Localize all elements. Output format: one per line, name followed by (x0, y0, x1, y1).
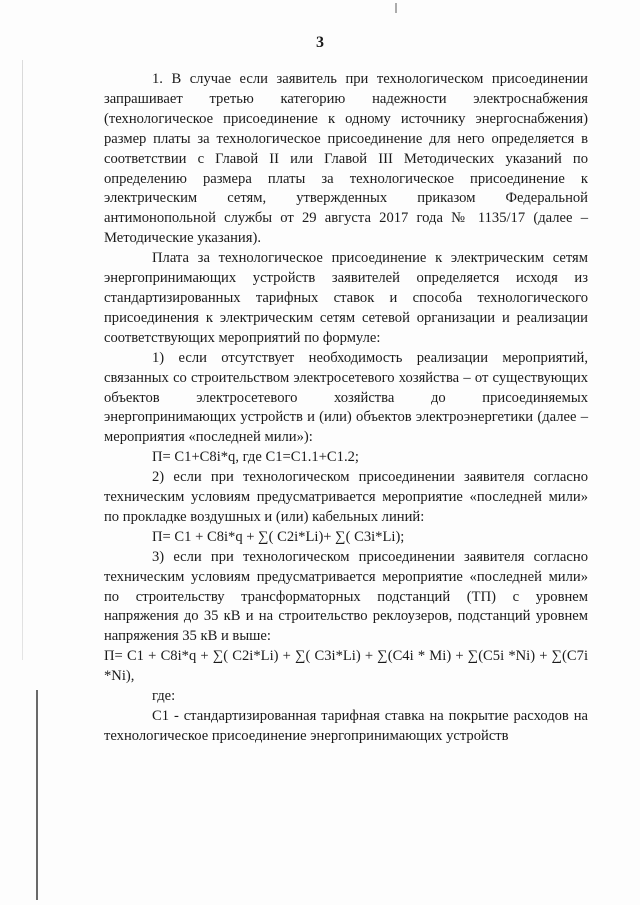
formula-3: П= C1 + C8i*q + ∑( C2i*Li) + ∑( C3i*Li) + ∑(C4i * Mi) + ∑(C5i *Ni) + ∑(C7i *Ni), (104, 648, 588, 685)
scan-artifact (395, 3, 397, 13)
formula-1: П= C1+C8i*q, где C1=C1.1+C1.2; (152, 449, 359, 466)
paragraph-4: 2) если при технологическом присоединении заявителя согласно техническим условиям предусматривается мероприятие «последней мили» по прокладке воздушных и (или) кабельных линий: (104, 469, 588, 525)
paragraph-2: Плата за технологическое присоединение к электрическим сетям энергопринимающих устройств заявителей определяется исходя из стандартизированных тарифных ставок и способа технологического присоединения к электрическим сетям сетевой организации и реализации соответствующих мероприятий по формуле: (104, 250, 588, 346)
formula-2: П= C1 + C8i*q + ∑( C2i*Li)+ ∑( C3i*Li); (152, 528, 405, 545)
paragraph-6: C1 - стандартизированная тарифная ставка на покрытие расходов на технологическое присоединение энергопринимающих устройств (104, 708, 588, 744)
page-number: 3 (316, 34, 324, 51)
paragraph-5: 3) если при технологическом присоединении заявителя согласно техническим условиям предусматривается мероприятие «последней мили» по строительству трансформаторных подстанций (ТП) с уровнем напряжения до 35 кВ и на строительство реклоузеров, подстанций уровнем напряжения 35 кВ и выше: (104, 548, 588, 645)
paragraph-1: 1. В случае если заявитель при технологическом присоединении запрашивает третью категорию надежности электроснабжения (технологическое присоединение к одному источнику энергоснабжения) размер платы за технологическое присоединение для него определяется в соответствии с Главой II или Главой III Методических указаний по определению размера платы за технологическое присоединение к электрическим сетям, утвержденных приказом Федеральной антимонопольной службы от 29 августа 2017 года № 1135/17 (далее – Методические указания). (104, 71, 588, 247)
scan-artifact (22, 60, 23, 660)
document-body (104, 70, 588, 747)
paragraph-3: 1) если отсутствует необходимость реализации мероприятий, связанных со строительством электросетевого хозяйства – от существующих объектов электросетевого хозяйства до присоединяемых энергопринимающих устройств и (или) объектов электроэнергетики (далее – мероприятия «последней мили»): (104, 349, 588, 446)
scan-artifact (36, 690, 38, 900)
where-label: где: (152, 688, 176, 705)
